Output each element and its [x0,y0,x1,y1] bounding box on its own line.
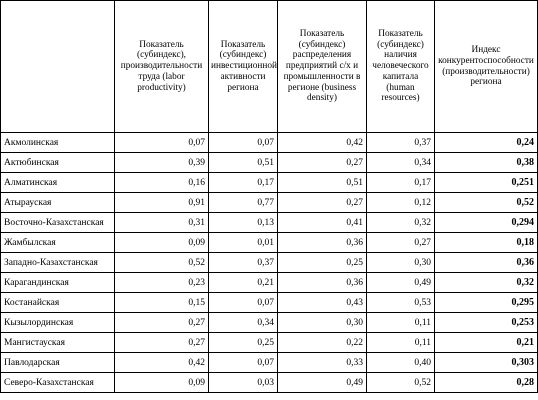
labor-value: 0,15 [115,293,209,313]
labor-value: 0,09 [115,233,209,253]
human-value: 0,30 [367,253,435,273]
region-name: Павлодарская [1,353,115,373]
human-value: 0,12 [367,193,435,213]
table-row [1,333,538,353]
table-body [1,133,538,393]
labor-value: 0,27 [115,313,209,333]
density-value: 0,22 [278,333,367,353]
table-row [1,213,538,233]
invest-value: 0,77 [209,193,278,213]
table-row [1,373,538,393]
region-name: Жамбылская [1,233,115,253]
header-labor-productivity: Показатель (субиндекс), производительности труда (labor productivity) [115,1,209,133]
region-name: Актюбинская [1,153,115,173]
density-value: 0,33 [278,353,367,373]
labor-value: 0,39 [115,153,209,173]
table-row [1,193,538,213]
region-name: Мангистауская [1,333,115,353]
index-value: 0,303 [435,353,538,373]
density-value: 0,42 [278,133,367,153]
density-value: 0,49 [278,373,367,393]
index-value: 0,52 [435,193,538,213]
index-value: 0,21 [435,333,538,353]
invest-value: 0,17 [209,173,278,193]
header-region [1,1,115,133]
human-value: 0,37 [367,133,435,153]
region-name: Восточно-Казахстанская [1,213,115,233]
region-name: Алматинская [1,173,115,193]
index-value: 0,38 [435,153,538,173]
density-value: 0,27 [278,153,367,173]
region-name: Западно-Казахстанская [1,253,115,273]
region-name: Кызылординская [1,313,115,333]
human-value: 0,53 [367,293,435,313]
invest-value: 0,01 [209,233,278,253]
index-value: 0,294 [435,213,538,233]
human-value: 0,11 [367,313,435,333]
density-value: 0,36 [278,273,367,293]
invest-value: 0,07 [209,293,278,313]
region-name: Карагандинская [1,273,115,293]
human-value: 0,52 [367,373,435,393]
density-value: 0,30 [278,313,367,333]
region-name: Акмолинская [1,133,115,153]
table-row [1,313,538,333]
index-value: 0,253 [435,313,538,333]
table-header [1,1,538,133]
invest-value: 0,25 [209,333,278,353]
human-value: 0,49 [367,273,435,293]
index-value: 0,36 [435,253,538,273]
human-value: 0,34 [367,153,435,173]
density-value: 0,36 [278,233,367,253]
human-value: 0,32 [367,213,435,233]
human-value: 0,17 [367,173,435,193]
index-value: 0,32 [435,273,538,293]
density-value: 0,51 [278,173,367,193]
density-value: 0,41 [278,213,367,233]
labor-value: 0,91 [115,193,209,213]
invest-value: 0,07 [209,353,278,373]
index-value: 0,295 [435,293,538,313]
labor-value: 0,31 [115,213,209,233]
index-value: 0,251 [435,173,538,193]
labor-value: 0,16 [115,173,209,193]
header-business-density: Показатель (субиндекс) распределения предприятий с/х и промышленности в регионе (business density) [278,1,367,133]
header-row [1,1,538,133]
labor-value: 0,09 [115,373,209,393]
header-investment-activity: Показатель (субиндекс) инвестиционной активности региона [209,1,278,133]
labor-value: 0,23 [115,273,209,293]
invest-value: 0,13 [209,213,278,233]
invest-value: 0,34 [209,313,278,333]
human-value: 0,27 [367,233,435,253]
human-value: 0,11 [367,333,435,353]
index-value: 0,24 [435,133,538,153]
region-name: Костанайская [1,293,115,313]
labor-value: 0,07 [115,133,209,153]
table-row [1,253,538,273]
table-row [1,153,538,173]
table-row [1,173,538,193]
index-value: 0,28 [435,373,538,393]
table-row [1,133,538,153]
table-row [1,293,538,313]
table-row [1,273,538,293]
invest-value: 0,37 [209,253,278,273]
invest-value: 0,21 [209,273,278,293]
table-row [1,353,538,373]
index-value: 0,18 [435,233,538,253]
density-value: 0,27 [278,193,367,213]
region-name: Северо-Казахстанская [1,373,115,393]
labor-value: 0,42 [115,353,209,373]
header-competitiveness-index: Индекс конкурентоспособности (производительности) региона [435,1,538,133]
labor-value: 0,52 [115,253,209,273]
invest-value: 0,07 [209,133,278,153]
density-value: 0,25 [278,253,367,273]
labor-value: 0,27 [115,333,209,353]
region-name: Атырауская [1,193,115,213]
header-human-resources: Показатель (субиндекс) наличия человеческого капитала (human resources) [367,1,435,133]
table-row [1,233,538,253]
invest-value: 0,51 [209,153,278,173]
invest-value: 0,03 [209,373,278,393]
human-value: 0,40 [367,353,435,373]
density-value: 0,43 [278,293,367,313]
